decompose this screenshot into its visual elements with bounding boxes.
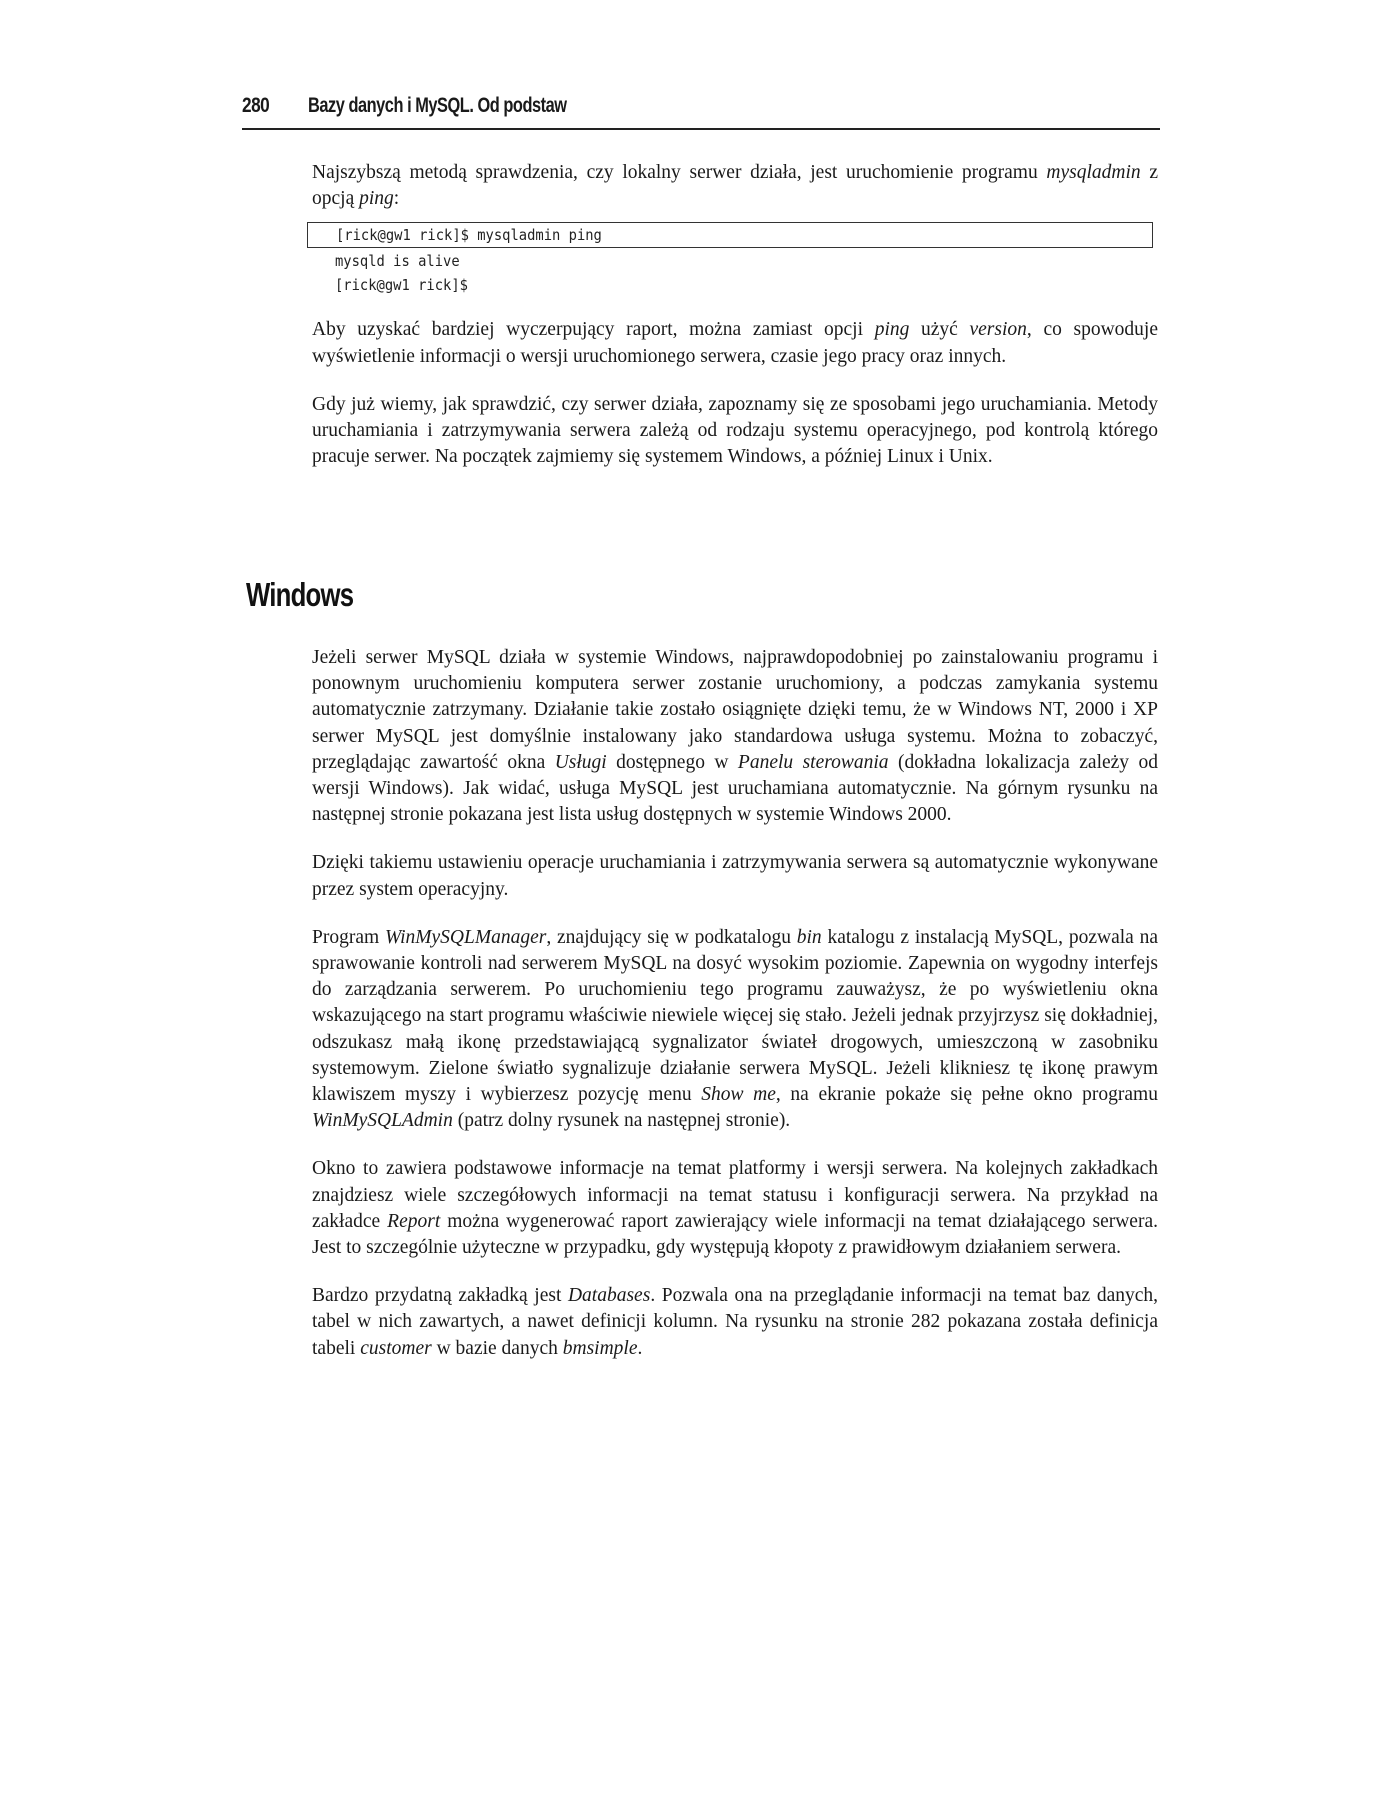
text-run: Aby uzyskać bardziej wyczerpujący raport, można zamiast opcji [312, 319, 875, 341]
option-name: ping [874, 319, 910, 341]
text-run: Jeżeli serwer MySQL działa w systemie Windows, najprawdopodobniej po zainstalowaniu programu i ponownym uruchomieniu komputera serwer zostanie uruchomiony, a podczas zamykania systemu automatycznie zatrzymany. Działanie takie zostało osiągnięte dzięki temu, że w Windows NT, 2000 i XP serwer MySQL jest domyślnie instalowany jako standardowa usługa systemu. Można to zobaczyć, przeglądając zawartość okna [312, 647, 1158, 773]
window-name: Usługi [554, 751, 607, 773]
intro-paragraph-3: Gdy już wiemy, jak sprawdzić, czy serwer działa, zapoznamy się ze sposobami jego uruchamiania. Metody uruchamiania i zatrzymywania serwera zależą od rodzaju systemu operacyjnego, pod kontrolą którego pracuje serwer. Na początek zajmiemy się systemem Windows, a później Linux i Unix. [312, 393, 1158, 468]
text-run: z opcją [312, 162, 1158, 210]
section-paragraph-4 [312, 1156, 1158, 1261]
spacer [312, 903, 1158, 925]
running-header [242, 94, 1160, 130]
spacer [312, 828, 1158, 850]
spacer [312, 1261, 1158, 1283]
book-title: Bazy danych i MySQL. Od podstaw [308, 94, 567, 117]
spacer [312, 297, 1158, 317]
spacer [312, 1134, 1158, 1156]
text-run: (dokładna lokalizacja zależy od wersji Windows). Jak widać, usługa MySQL jest uruchamiana automatycznie. Na górnym rysunku na następnej stronie pokazana jest lista usług dostępnych w systemie Windows 2000. [312, 751, 1158, 826]
text-run: można wygenerować raport zawierający wiele informacji na temat działającego serwera. Jest to szczególnie użyteczne w przypadku, gdy występują kłopoty z prawidłowym działaniem serwera. [312, 1210, 1158, 1259]
section-heading: Windows [246, 576, 354, 613]
text-run: . Pozwala ona na przeglądanie informacji na temat baz danych, tabel w nich zawartych, a nawet definicji kolumn. Na rysunku na stronie 282 pokazana została definicja tabeli [312, 1285, 1159, 1359]
option-name: version [969, 319, 1027, 341]
section-paragraph-2: Dzięki takiemu ustawieniu operacje uruchamiania i zatrzymywania serwera są automatycznie wykonywane przez system operacyjny. [312, 852, 1158, 900]
program-name: WinMySQLManager [384, 926, 547, 948]
spacer [312, 370, 1158, 392]
command-name: mysqladmin [1046, 162, 1141, 183]
code-line-2: mysqld is alive [335, 252, 460, 271]
section-paragraph-5 [312, 1283, 1158, 1362]
code-line-3: [rick@gw1 rick]$ [335, 276, 468, 295]
text-run: Okno to zawiera podstawowe informacje na temat platformy i wersji serwera. Na kolejnych zakładkach znajdziesz wiele szczegółowych informacji na temat statusu i konfiguracji serwera. Na przykład na zakładce [312, 1158, 1158, 1232]
control-panel-name: Panelu sterowania [737, 751, 889, 773]
code-line-1: [rick@gw1 rick]$ mysqladmin ping [336, 226, 602, 245]
text-run: : [393, 188, 400, 210]
section-paragraph-1 [312, 645, 1158, 828]
text-run: Program [312, 926, 385, 948]
text-run: Najszybszą metodą sprawdzenia, czy lokalny serwer działa, jest uruchomienie programu [312, 162, 1047, 183]
program-name: WinMySQLAdmin [312, 1110, 453, 1132]
text-run: , co spowoduje wyświetlenie informacji o wersji uruchomionego serwera, czasie jego pracy oraz innych. [312, 319, 1158, 367]
page-number: 280 [242, 94, 270, 117]
text-run: , na ekranie pokaże się pełne okno programu [775, 1084, 1158, 1106]
text-run: Bardzo przydatną zakładką jest [312, 1285, 568, 1307]
tab-name: Databases [567, 1285, 651, 1307]
code-box [307, 222, 1153, 248]
tab-name: Report [387, 1210, 441, 1232]
option-name: ping [359, 188, 394, 210]
table-name: customer [360, 1337, 432, 1359]
text-run: w bazie danych [431, 1337, 563, 1359]
text-run: , znajdujący się w podkatalogu [546, 926, 797, 948]
section-content [312, 645, 1158, 1362]
text-run: katalogu z instalacją MySQL, pozwala na sprawowanie kontroli nad serwerem MySQL na dosyć wysokim poziomie. Zapewnia on wygodny interfejs do zarządzania serwerem. Po uruchomieniu tego programu zauważysz, że po wyświetleniu okna wskazującego na start programu właściwie niewiele więcej się stało. Jeżeli jednak przyjrzysz się dokładniej, odszukasz małą ikonę przedstawiającą sygnalizator świateł drogowych, umieszczoną w zasobniku systemowym. Zielone światło sygnalizuje działanie serwera MySQL. Jeżeli klikniesz tę ikonę prawym klawiszem myszy i wybierzesz pozycję menu [312, 926, 1159, 1106]
section-paragraph-3 [312, 925, 1158, 1135]
text-run: . [637, 1337, 643, 1359]
intro-paragraph-2 [312, 317, 1158, 369]
text-run: dostępnego w [606, 751, 738, 773]
text-run: użyć [909, 319, 970, 341]
menu-item-name: Show me [701, 1084, 776, 1106]
intro-paragraph-1 [312, 160, 1158, 212]
directory-name: bin [796, 926, 822, 948]
text-run: (patrz dolny rysunek na następnej stronie). [452, 1110, 791, 1132]
intro-content [312, 160, 1158, 470]
database-name: bmsimple [562, 1337, 638, 1359]
